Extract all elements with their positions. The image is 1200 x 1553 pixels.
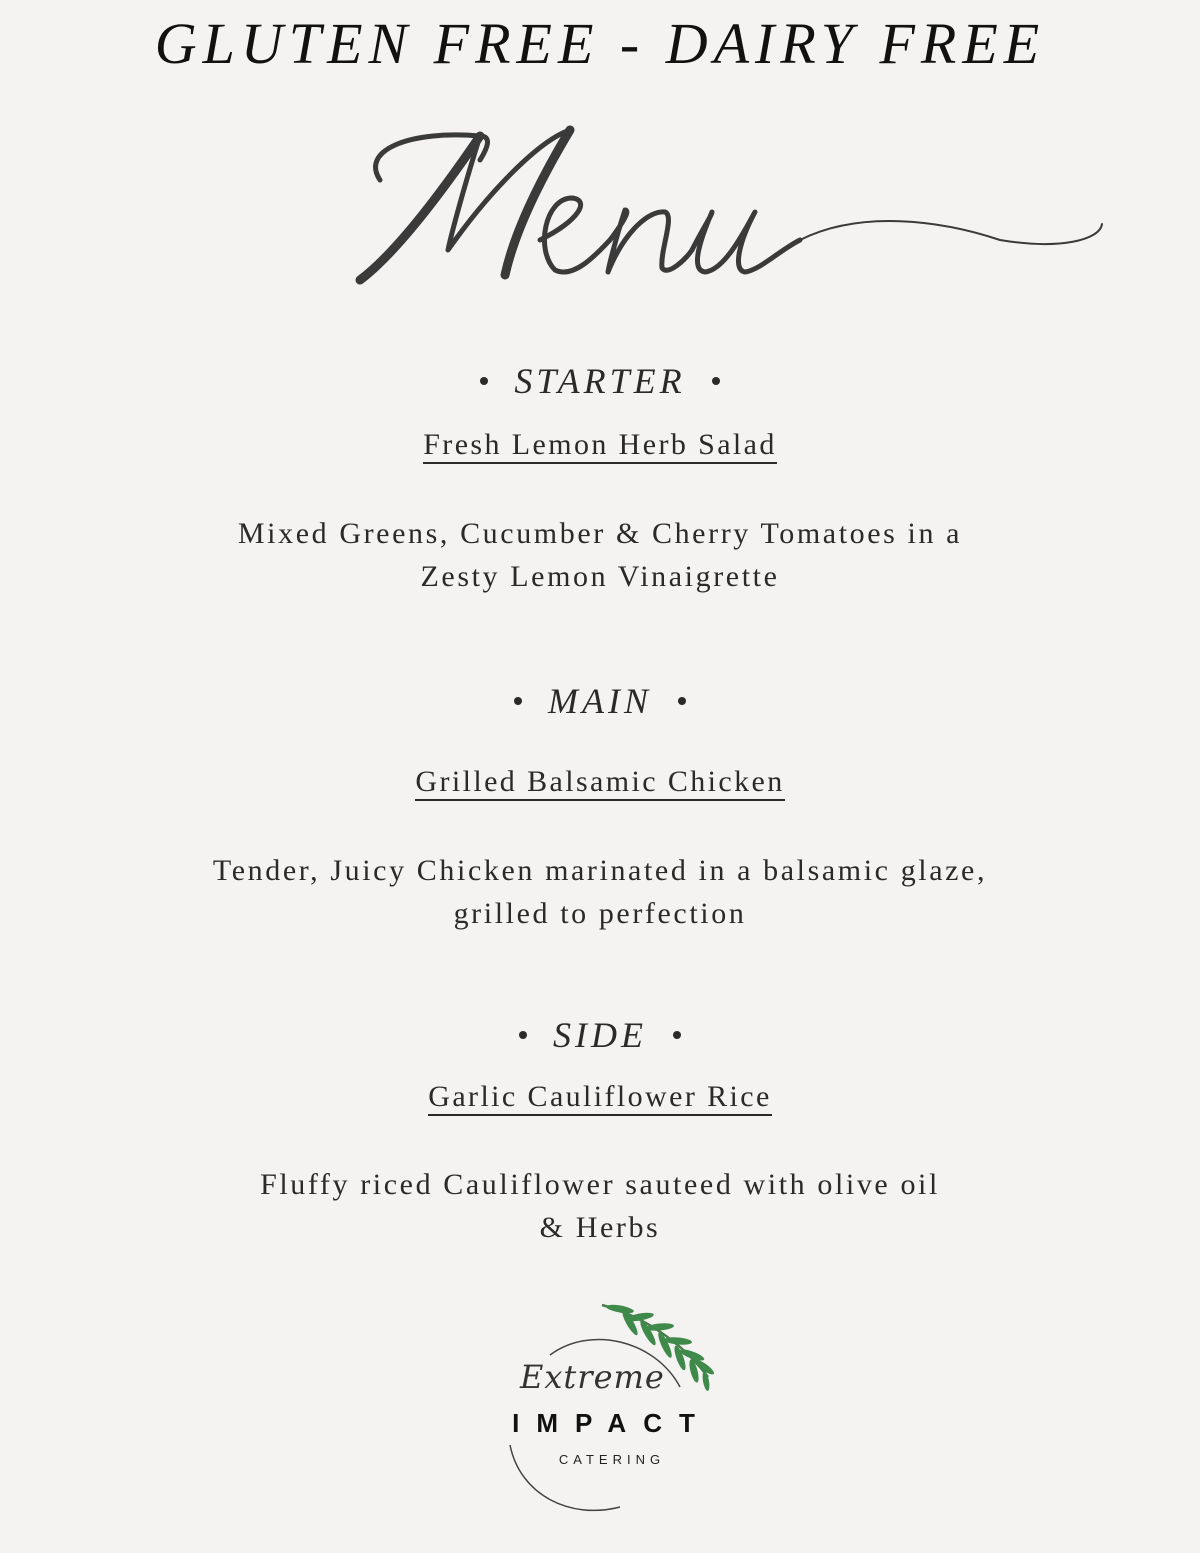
section-heading-side: SIDE <box>0 1014 1200 1056</box>
dish-name-side: Garlic Cauliflower Rice <box>0 1080 1200 1114</box>
logo-script-text: Extreme <box>520 1358 665 1396</box>
dish-name-main: Grilled Balsamic Chicken <box>0 765 1200 799</box>
dish-description-starter: Mixed Greens, Cucumber & Cherry Tomatoes in a Zesty Lemon Vinaigrette <box>237 517 963 593</box>
bullet-dot-icon <box>480 377 488 385</box>
logo-tagline: CATERING <box>558 1452 666 1467</box>
logo-brand-text: IMPACT <box>512 1408 712 1438</box>
section-heading-starter: STARTER <box>0 360 1200 402</box>
diet-banner: GLUTEN FREE - DAIRY FREE <box>154 11 1046 76</box>
bullet-dot-icon <box>678 697 686 705</box>
section-heading-main: MAIN <box>0 680 1200 722</box>
bullet-dot-icon <box>673 1031 681 1039</box>
bullet-dot-icon <box>514 697 522 705</box>
menu-script-title <box>340 100 1120 300</box>
dish-name-starter: Fresh Lemon Herb Salad <box>0 428 1200 462</box>
dish-description-side: Fluffy riced Cauliflower sauteed with olive oil & Herbs <box>260 1168 940 1244</box>
bullet-dot-icon <box>712 377 720 385</box>
bullet-dot-icon <box>519 1031 527 1039</box>
dish-description-main: Tender, Juicy Chicken marinated in a balsamic glaze, grilled to perfection <box>212 854 988 930</box>
